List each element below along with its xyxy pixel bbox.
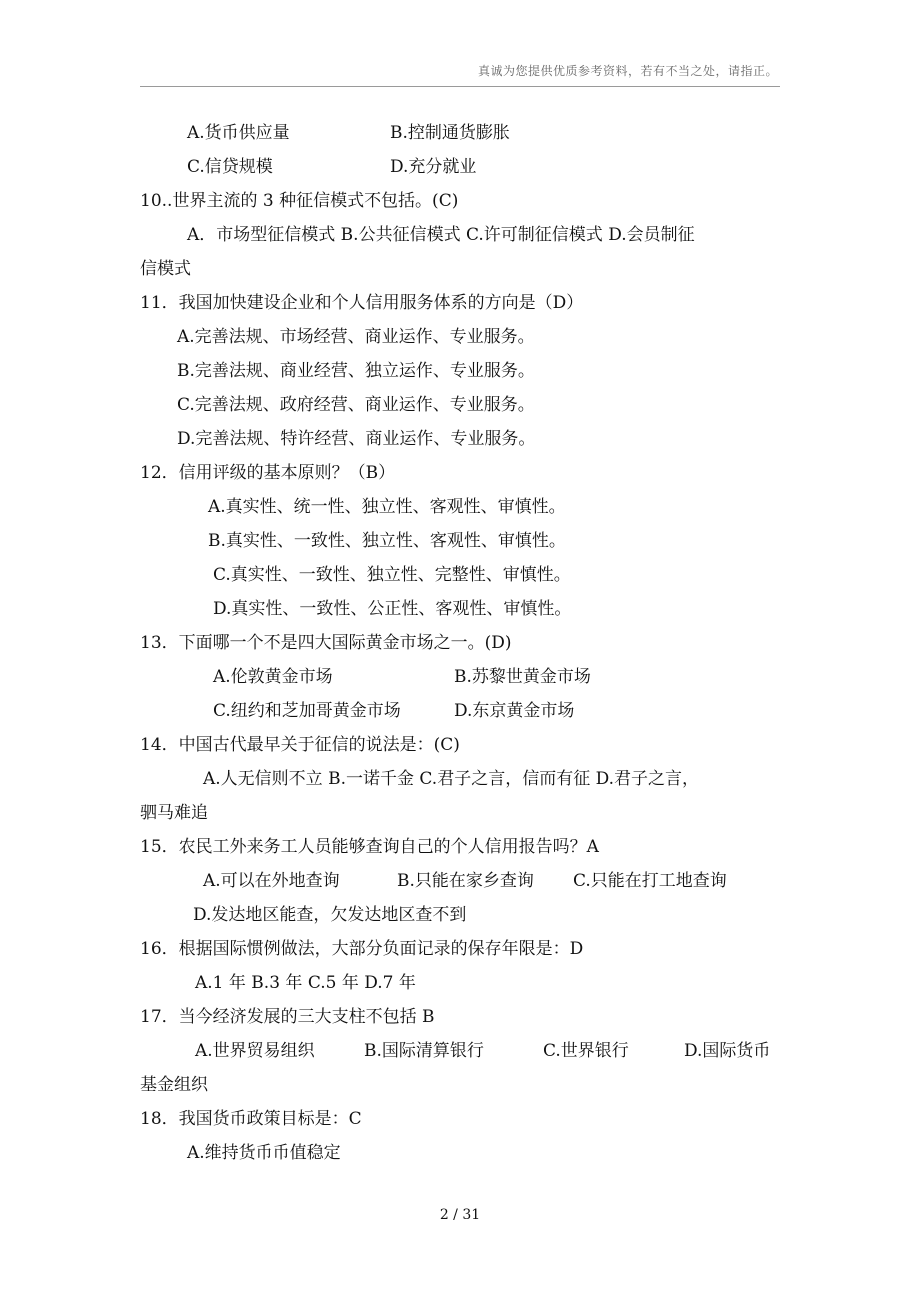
option-d: D.东京黄金市场 (454, 701, 575, 721)
question-12-option-a: A.真实性、统一性、独立性、客观性、审慎性。 (208, 497, 566, 517)
header-divider (140, 86, 780, 87)
question-10-options: A．市场型征信模式 B.公共征信模式 C.许可制征信模式 D.会员制征 (187, 225, 695, 245)
page-number: 2 / 31 (439, 1207, 481, 1223)
question-11-option-d: D.完善法规、特许经营、商业运作、专业服务。 (177, 429, 536, 449)
question-14-options: A.人无信则不立 B.一诺千金 C.君子之言，信而有征 D.君子之言， (203, 769, 700, 789)
question-11-option-b: B.完善法规、商业经营、独立运作、专业服务。 (177, 361, 535, 381)
question-12-option-d: D.真实性、一致性、公正性、客观性、审慎性。 (213, 599, 572, 619)
question-18-option-a: A.维持货币币值稳定 (187, 1143, 341, 1163)
question-15-option-d: D.发达地区能查，欠发达地区查不到 (193, 905, 467, 925)
option-c: C.只能在打工地查询 (573, 871, 727, 891)
option-b: B.国际清算银行 (364, 1041, 484, 1061)
option-c: C.信贷规模 (187, 157, 273, 177)
question-16-options: A.1 年 B.3 年 C.5 年 D.7 年 (195, 973, 416, 993)
option-c: C.纽约和芝加哥黄金市场 (213, 701, 401, 721)
header-note: 真诚为您提供优质参考资料，若有不当之处，请指正。 (477, 64, 778, 78)
question-15: 15．农民工外来务工人员能够查询自己的个人信用报告吗？A (140, 837, 599, 857)
question-17: 17．当今经济发展的三大支柱不包括 B (140, 1007, 435, 1027)
question-11-option-a: A.完善法规、市场经营、商业运作、专业服务。 (177, 327, 535, 347)
question-12-option-b: B.真实性、一致性、独立性、客观性、审慎性。 (208, 531, 566, 551)
option-a: A.货币供应量 (187, 123, 290, 143)
option-b: B.苏黎世黄金市场 (454, 667, 591, 687)
question-11-option-c: C.完善法规、政府经营、商业运作、专业服务。 (177, 395, 535, 415)
question-16: 16．根据国际惯例做法，大部分负面记录的保存年限是：D (140, 939, 584, 959)
option-a: A.可以在外地查询 (203, 871, 340, 891)
question-17-options-wrap: 基金组织 (140, 1075, 208, 1095)
option-c: C.世界银行 (543, 1041, 629, 1061)
question-10-options-wrap: 信模式 (140, 259, 191, 279)
question-10: 10..世界主流的 3 种征信模式不包括。(C) (140, 191, 459, 211)
question-12-option-c: C.真实性、一致性、独立性、完整性、审慎性。 (213, 565, 571, 585)
question-14-options-wrap: 驷马难追 (140, 803, 208, 823)
question-11: 11．我国加快建设企业和个人信用服务体系的方向是（D） (140, 293, 584, 313)
option-a: A.伦敦黄金市场 (213, 667, 333, 687)
option-b: B.控制通货膨胀 (390, 123, 510, 143)
option-a: A.世界贸易组织 (195, 1041, 315, 1061)
option-b: B.只能在家乡查询 (397, 871, 534, 891)
question-13: 13．下面哪一个不是四大国际黄金市场之一。(D) (140, 633, 512, 653)
option-d: D.国际货币 (684, 1041, 771, 1061)
question-18: 18．我国货币政策目标是：C (140, 1109, 362, 1129)
question-12: 12．信用评级的基本原则？（B） (140, 463, 396, 483)
question-14: 14．中国古代最早关于征信的说法是：(C) (140, 735, 460, 755)
option-d: D.充分就业 (390, 157, 477, 177)
